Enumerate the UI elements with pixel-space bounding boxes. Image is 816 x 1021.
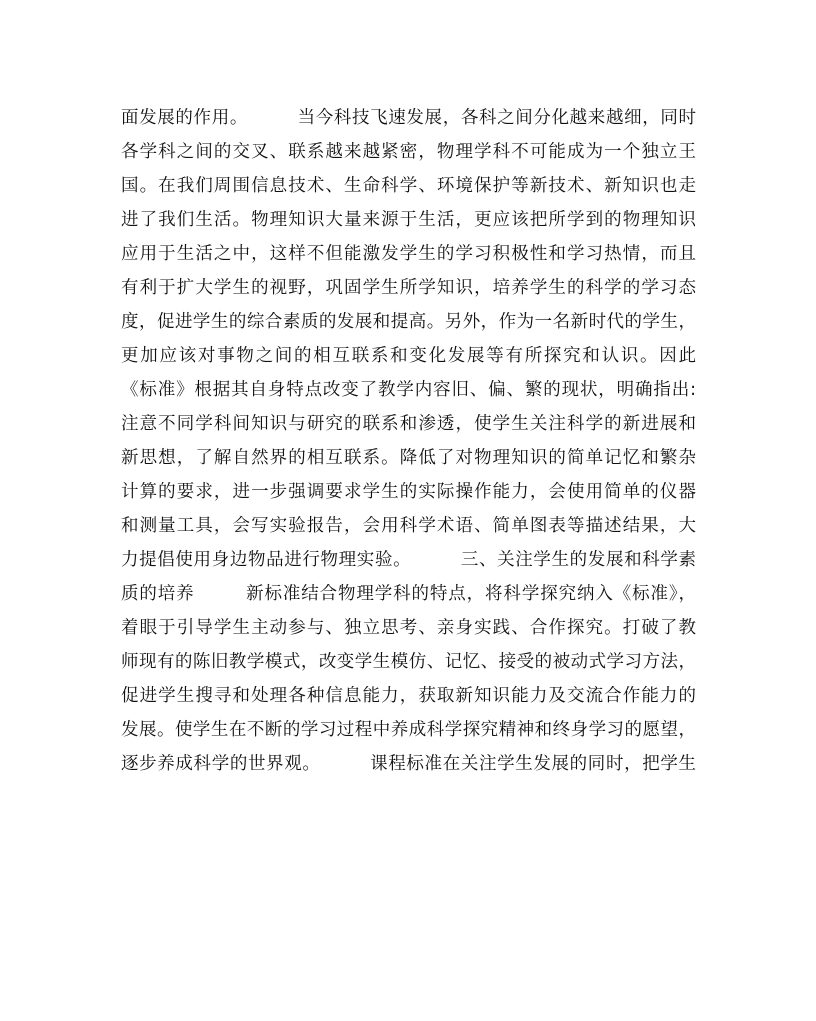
text-line: 各学科之间的交叉、联系越来越紧密，物理学科不可能成为一个独立王: [121, 142, 696, 162]
text-line: 应用于生活之中，这样不但能激发学生的学习积极性和学习热情，而且: [121, 244, 696, 264]
text-line: 更加应该对事物之间的相互联系和变化发展等有所探究和认识。因此: [121, 346, 696, 366]
text-line: 国。在我们周围信息技术、生命科学、环境保护等新技术、新知识也走: [121, 176, 696, 196]
text-line: 计算的要求，进一步强调要求学生的实际操作能力，会使用简单的仪器: [121, 482, 696, 502]
body-text: [121, 101, 696, 781]
text-line: 和测量工具，会写实验报告，会用科学术语、简单图表等描述结果，大: [121, 516, 696, 536]
text-line: 《标准》根据其自身特点改变了教学内容旧、偏、繁的现状，明确指出:: [121, 380, 696, 400]
text-line: 注意不同学科间知识与研究的联系和渗透，使学生关注科学的新进展和: [121, 414, 696, 434]
text-line: 力提倡使用身边物品进行物理实验。 三、关注学生的发展和科学素: [121, 550, 696, 570]
text-line: 有利于扩大学生的视野，巩固学生所学知识，培养学生的科学的学习态: [121, 278, 696, 298]
text-line: 师现有的陈旧教学模式，改变学生模仿、记忆、接受的被动式学习方法，: [121, 652, 696, 672]
text-line: 进了我们生活。物理知识大量来源于生活，更应该把所学到的物理知识: [121, 210, 696, 230]
text-line: 新思想，了解自然界的相互联系。降低了对物理知识的简单记忆和繁杂: [121, 448, 696, 468]
text-line: 度，促进学生的综合素质的发展和提高。另外，作为一名新时代的学生，: [121, 312, 696, 332]
text-line: 发展。使学生在不断的学习过程中养成科学探究精神和终身学习的愿望，: [121, 720, 696, 740]
text-line: 面发展的作用。 当今科技飞速发展，各科之间分化越来越细，同时: [121, 108, 696, 128]
text-line: 质的培养 新标准结合物理学科的特点，将科学探究纳入《标准》，: [121, 584, 696, 604]
text-line: 促进学生搜寻和处理各种信息能力，获取新知识能力及交流合作能力的: [121, 686, 696, 706]
text-line: 着眼于引导学生主动参与、独立思考、亲身实践、合作探究。打破了教: [121, 618, 696, 638]
text-line: 逐步养成科学的世界观。 课程标准在关注学生发展的同时，把学生: [121, 754, 696, 774]
